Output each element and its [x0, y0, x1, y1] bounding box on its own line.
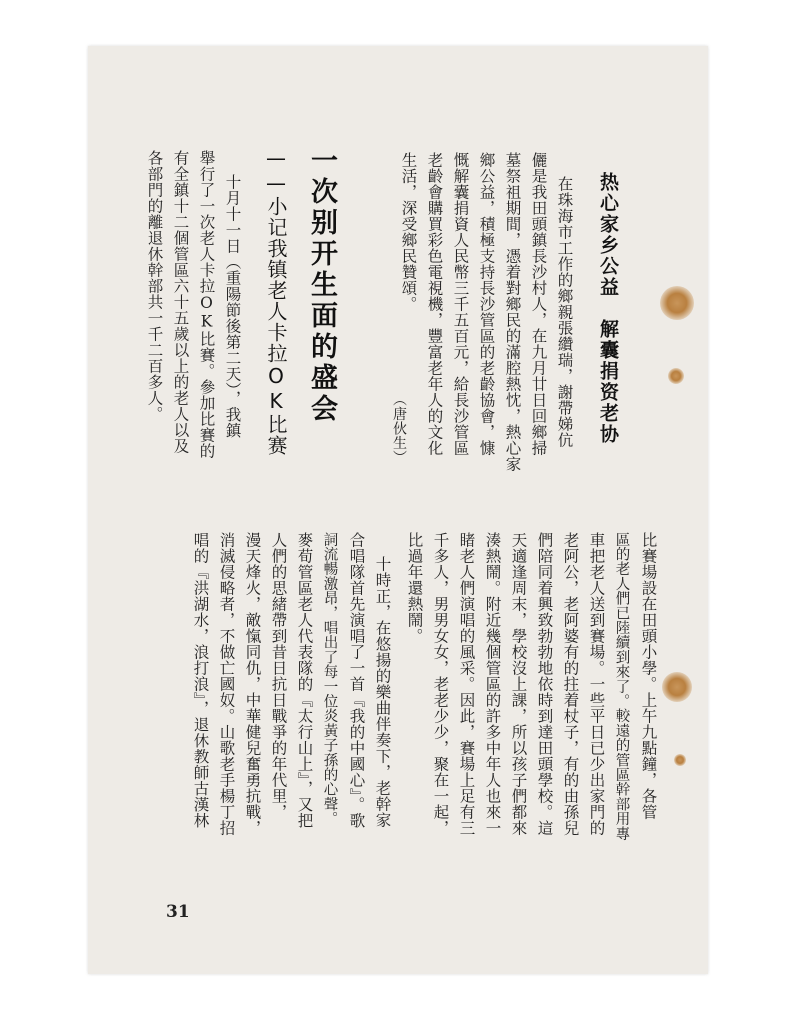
article2-line: 有全鎮十二個管區六十五歲以上的老人以及	[171, 150, 190, 454]
article1-line: 老齡會購買彩色電視機，豐富老年人的文化	[425, 152, 444, 456]
stain-mark	[668, 368, 684, 384]
article2-line: 各部門的離退休幹部共一千二百多人。	[145, 150, 164, 422]
article2-line: 合唱隊首先演唱了一首『我的中國心』。歌	[347, 532, 366, 829]
article1-line: 鄉公益，積極支持長沙管區的老齡協會，慷	[477, 152, 496, 456]
article2-line: 比過年還熱鬧。	[405, 532, 424, 644]
page	[88, 46, 708, 974]
article2-line: 詞流暢激昂，唱出了每一位炎黃子孫的心聲。	[321, 532, 338, 826]
article2-line: 睹老人們演唱的風采。因此，賽場上足有三	[457, 532, 476, 836]
article2-line: 十時正，在悠揚的樂曲伴奏下，老幹家	[373, 556, 392, 828]
article2-line: 千多人，男男女女，老老少少，聚在一起，	[431, 532, 450, 836]
article1-line: 墓祭祖期間，憑着對鄉民的滿腔熱忱，熱心家	[503, 152, 522, 472]
article2-line: 老阿公，老阿婆有的拄着杖子，有的由孫兒	[561, 532, 580, 836]
stain-mark	[662, 672, 692, 702]
article2-line: 十月十一日（重陽節後第二天），我鎮	[223, 174, 242, 439]
article1-title: 热心家乡公益 解囊捐资老协	[597, 172, 619, 445]
article1-line: 生活，深受鄉民贊頌。	[399, 152, 418, 312]
article1-author: （唐伙生）	[391, 392, 407, 465]
article2-title: 一次别开生面的盛会	[306, 146, 337, 425]
article2-line: 車把老人送到賽場。一些平日已少出家門的	[587, 532, 606, 836]
article1-line: 慨解囊捐資人民幣三千五百元，給長沙管區	[451, 152, 470, 456]
article1-line: 在珠海市工作的鄉親張纘瑞，謝帶娣伉	[555, 176, 574, 448]
article2-line: 舉行了一次老人卡拉OK比賽。參加比賽的	[197, 150, 216, 459]
article2-line: 們陪同着興致勃勃地依時到達田頭學校。這	[535, 532, 554, 836]
article2-line: 湊熱鬧。附近幾個管區的許多中年人也來一	[483, 532, 502, 836]
stain-mark	[674, 754, 686, 766]
page-number: 31	[166, 902, 190, 922]
article2-line: 麥荀管區老人代表隊的『太行山上』，又把	[295, 532, 314, 829]
article2-line: 唱的『洪湖水，浪打浪』，退休教師古漢林	[191, 532, 210, 829]
stain-mark	[660, 286, 694, 320]
article1-line: 儷是我田頭鎮長沙村人，在九月廿日回鄉掃	[529, 152, 548, 456]
article2-line: 漫天烽火，敵愾同仇，中華健兒奮勇抗戰，	[243, 532, 262, 836]
article2-line: 區的老人們已陸續到來了。較遠的管區幹部用專	[613, 532, 630, 841]
article2-line: 比賽場設在田頭小學。上午九點鐘，各管	[639, 532, 658, 820]
article2-line: 天適逢周末，學校沒上課，所以孩子們都來	[509, 532, 528, 836]
article2-subtitle: ——小记我镇老人卡拉OK比赛	[264, 146, 288, 456]
article2-line: 人們的思緒帶到昔日抗日戰爭的年代里，	[269, 532, 288, 820]
article2-line: 消滅侵略者，不做亡國奴。山歌老手楊丁招	[217, 532, 236, 836]
